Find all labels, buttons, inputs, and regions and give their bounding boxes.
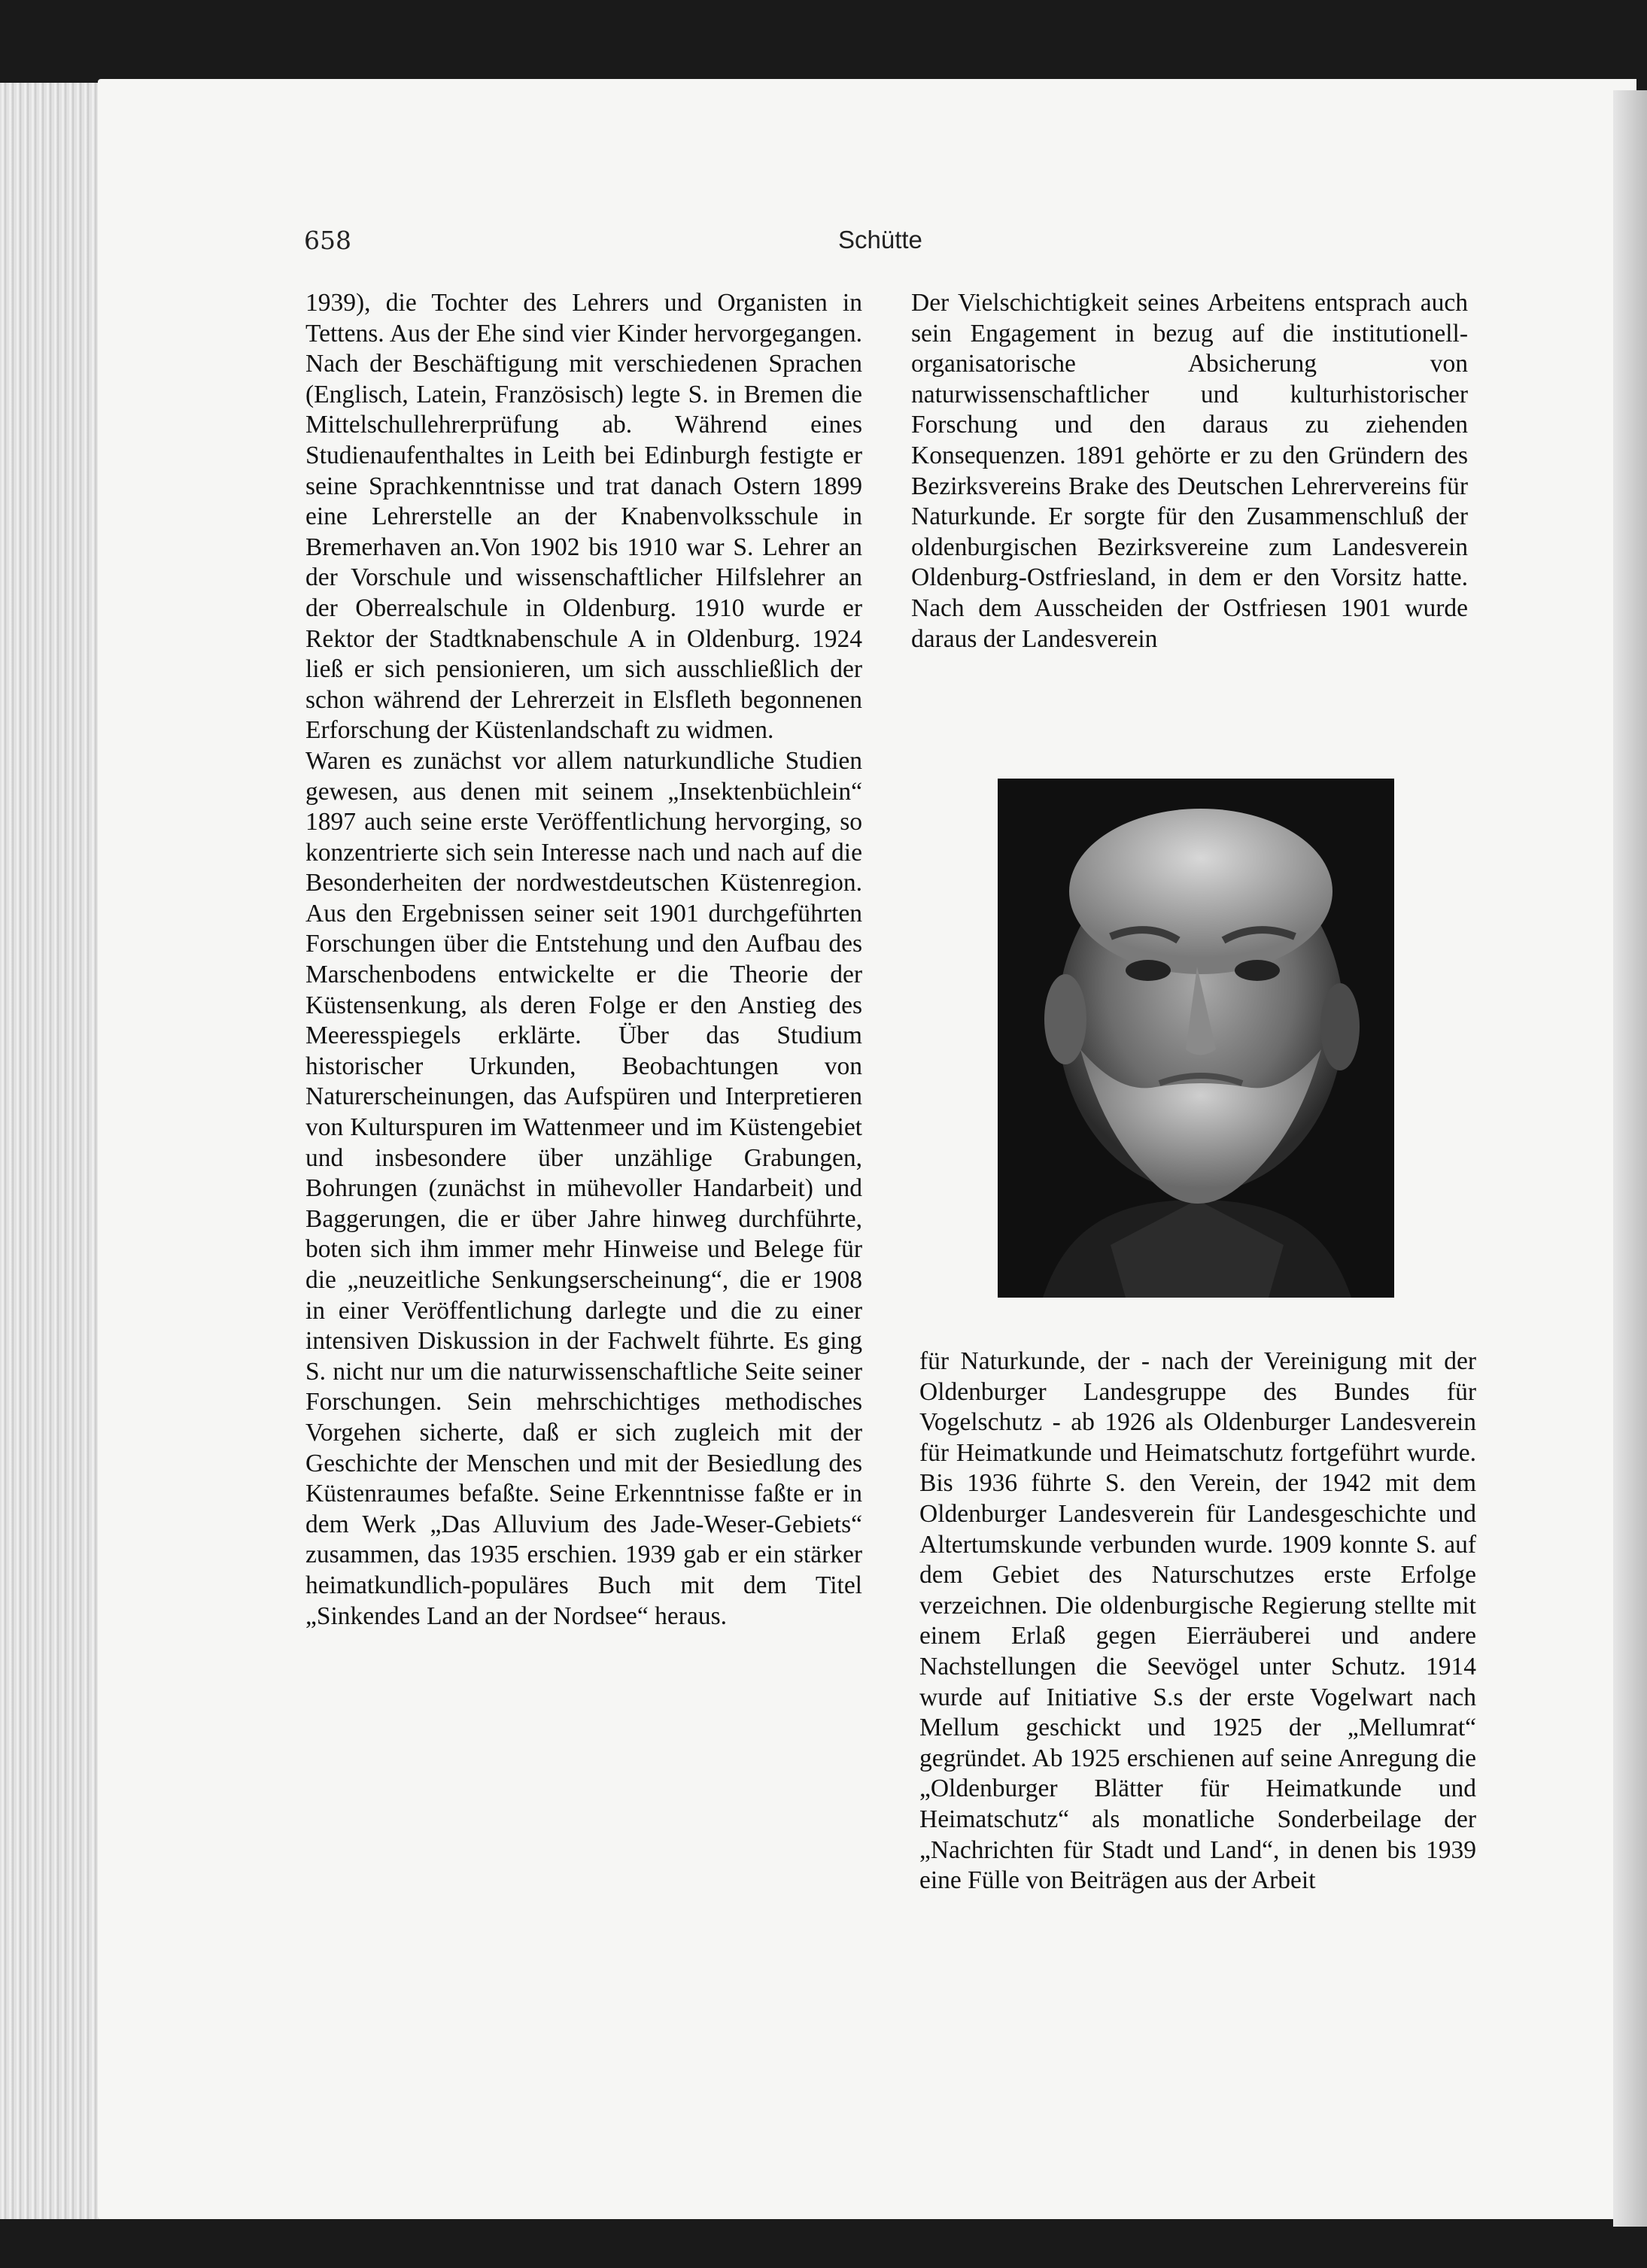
portrait-illustration <box>998 779 1394 1298</box>
left-column <box>305 288 862 1632</box>
right-paragraph-bottom: für Naturkunde, der - nach der Vereinigung mit der Oldenburger Landesgruppe des Bundes für Vogelschutz - ab 1926 als Oldenburger Landesverein für Heimatkunde und Heimatschutz fortgeführt wurde. Bis 1936 führte S. den Verein, der 1942 mit dem Oldenburger Landesverein für Landesgeschichte und Altertumskunde verbunden wurde. 1909 konnte S. auf dem Gebiet des Naturschutzes erste Erfolge verzeichnen. Die oldenburgische Regierung stellte mit einem Erlaß gegen Eierräuberei und andere Nachstellungen die Seevögel unter Schutz. 1914 wurde auf Initiative S.s der erste Vogelwart nach Mellum geschickt und 1925 der „Mellumrat“ gegründet. Ab 1925 erschienen auf seine Anregung die „Oldenburger Blätter für Heimatkunde und Heimatschutz“ als monatliche Sonderbeilage der „Nachrichten für Stadt und Land“, in denen bis 1939 eine Fülle von Beiträgen aus der Arbeit <box>919 1347 1476 1895</box>
left-paragraph-1: 1939), die Tochter des Lehrers und Organisten in Tettens. Aus der Ehe sind vier Kinder hervorgegangen. Nach der Beschäftigung mit verschiedenen Sprachen (Englisch, Latein, Französisch) legte S. in Bremen die Mittelschullehrerprüfung ab. Während eines Studienaufenthaltes in Leith bei Edinburgh festigte er seine Sprachkenntnisse und trat danach Ostern 1899 eine Lehrerstelle an der Knabenvolksschule in Bremerhaven an.Von 1902 bis 1910 war S. Lehrer an der Vorschule und wissenschaftlicher Hilfslehrer an der Oberrealschule in Oldenburg. 1910 wurde er Rektor der Stadtknabenschule A in Oldenburg. 1924 ließ er sich pensionieren, um sich ausschließlich der schon während der Lehrerzeit in Elsfleth begonnenen Erforschung der Küstenlandschaft zu widmen. <box>305 289 862 745</box>
right-paragraph-top: Der Vielschichtigkeit seines Arbeitens entsprach auch sein Engagement in bezug auf die institutionell-organisatorische Absicherung von naturwissenschaftlicher und kulturhistorischer Forschung und den daraus zu ziehenden Konsequenzen. 1891 gehörte er zu den Gründern des Bezirksvereins Brake des Deutschen Lehrervereins für Naturkunde. Er sorgte für den Zusammenschluß der oldenburgischen Bezirksvereine zum Landesverein Oldenburg-Ostfriesland, in dem er den Vorsitz hatte. Nach dem Ausscheiden der Ostfriesen 1901 wurde daraus der Landesverein <box>911 289 1468 653</box>
portrait-photo <box>998 779 1394 1298</box>
page-right-edge <box>1613 90 1647 2227</box>
page-number: 658 <box>304 226 351 255</box>
left-paragraph-2: Waren es zunächst vor allem naturkundliche Studien gewesen, aus denen mit seinem „Insektenbüchlein“ 1897 auch seine erste Veröffentlichung hervorging, so konzentrierte sich sein Interesse nach und nach auf die Besonderheiten der nordwestdeutschen Küstenregion. Aus den Ergebnissen seiner seit 1901 durchgeführten Forschungen über die Entstehung und den Aufbau des Marschenbodens entwickelte er die Theorie der Küstensenkung, als deren Folge er den Anstieg des Meeresspiegels erklärte. Über das Studium historischer Urkunden, Beobachtungen von Naturerscheinungen, das Aufspüren und Interpretieren von Kulturspuren im Wattenmeer und im Küstengebiet und insbesondere über unzählige Grabungen, Bohrungen (zunächst in mühevoller Handarbeit) und Baggerungen, die er über Jahre hinweg durchführte, boten sich ihm immer mehr Hinweise und Belege für die „neuzeitliche Senkungserscheinung“, die er 1908 in einer Veröffentlichung darlegte und die zu einer intensiven Diskussion in der Fachwelt führte. Es ging S. nicht nur um die naturwissenschaftliche Seite seiner Forschungen. Sein mehrschichtiges methodisches Vorgehen sicherte, daß er sich zugleich mit der Geschichte der Menschen und mit der Besiedlung des Küstenraumes befaßte. Seine Erkenntnisse faßte er in dem Werk „Das Alluvium des Jade-Weser-Gebiets“ zusammen, das 1935 erschien. 1939 gab er ein stärker heimatkundlich-populäres Buch mit dem Titel „Sinkendes Land an der Nordsee“ heraus. <box>305 746 862 1630</box>
right-column-bottom <box>919 1347 1476 1896</box>
running-head-title: Schütte <box>838 226 922 254</box>
right-column-top <box>911 288 1468 654</box>
